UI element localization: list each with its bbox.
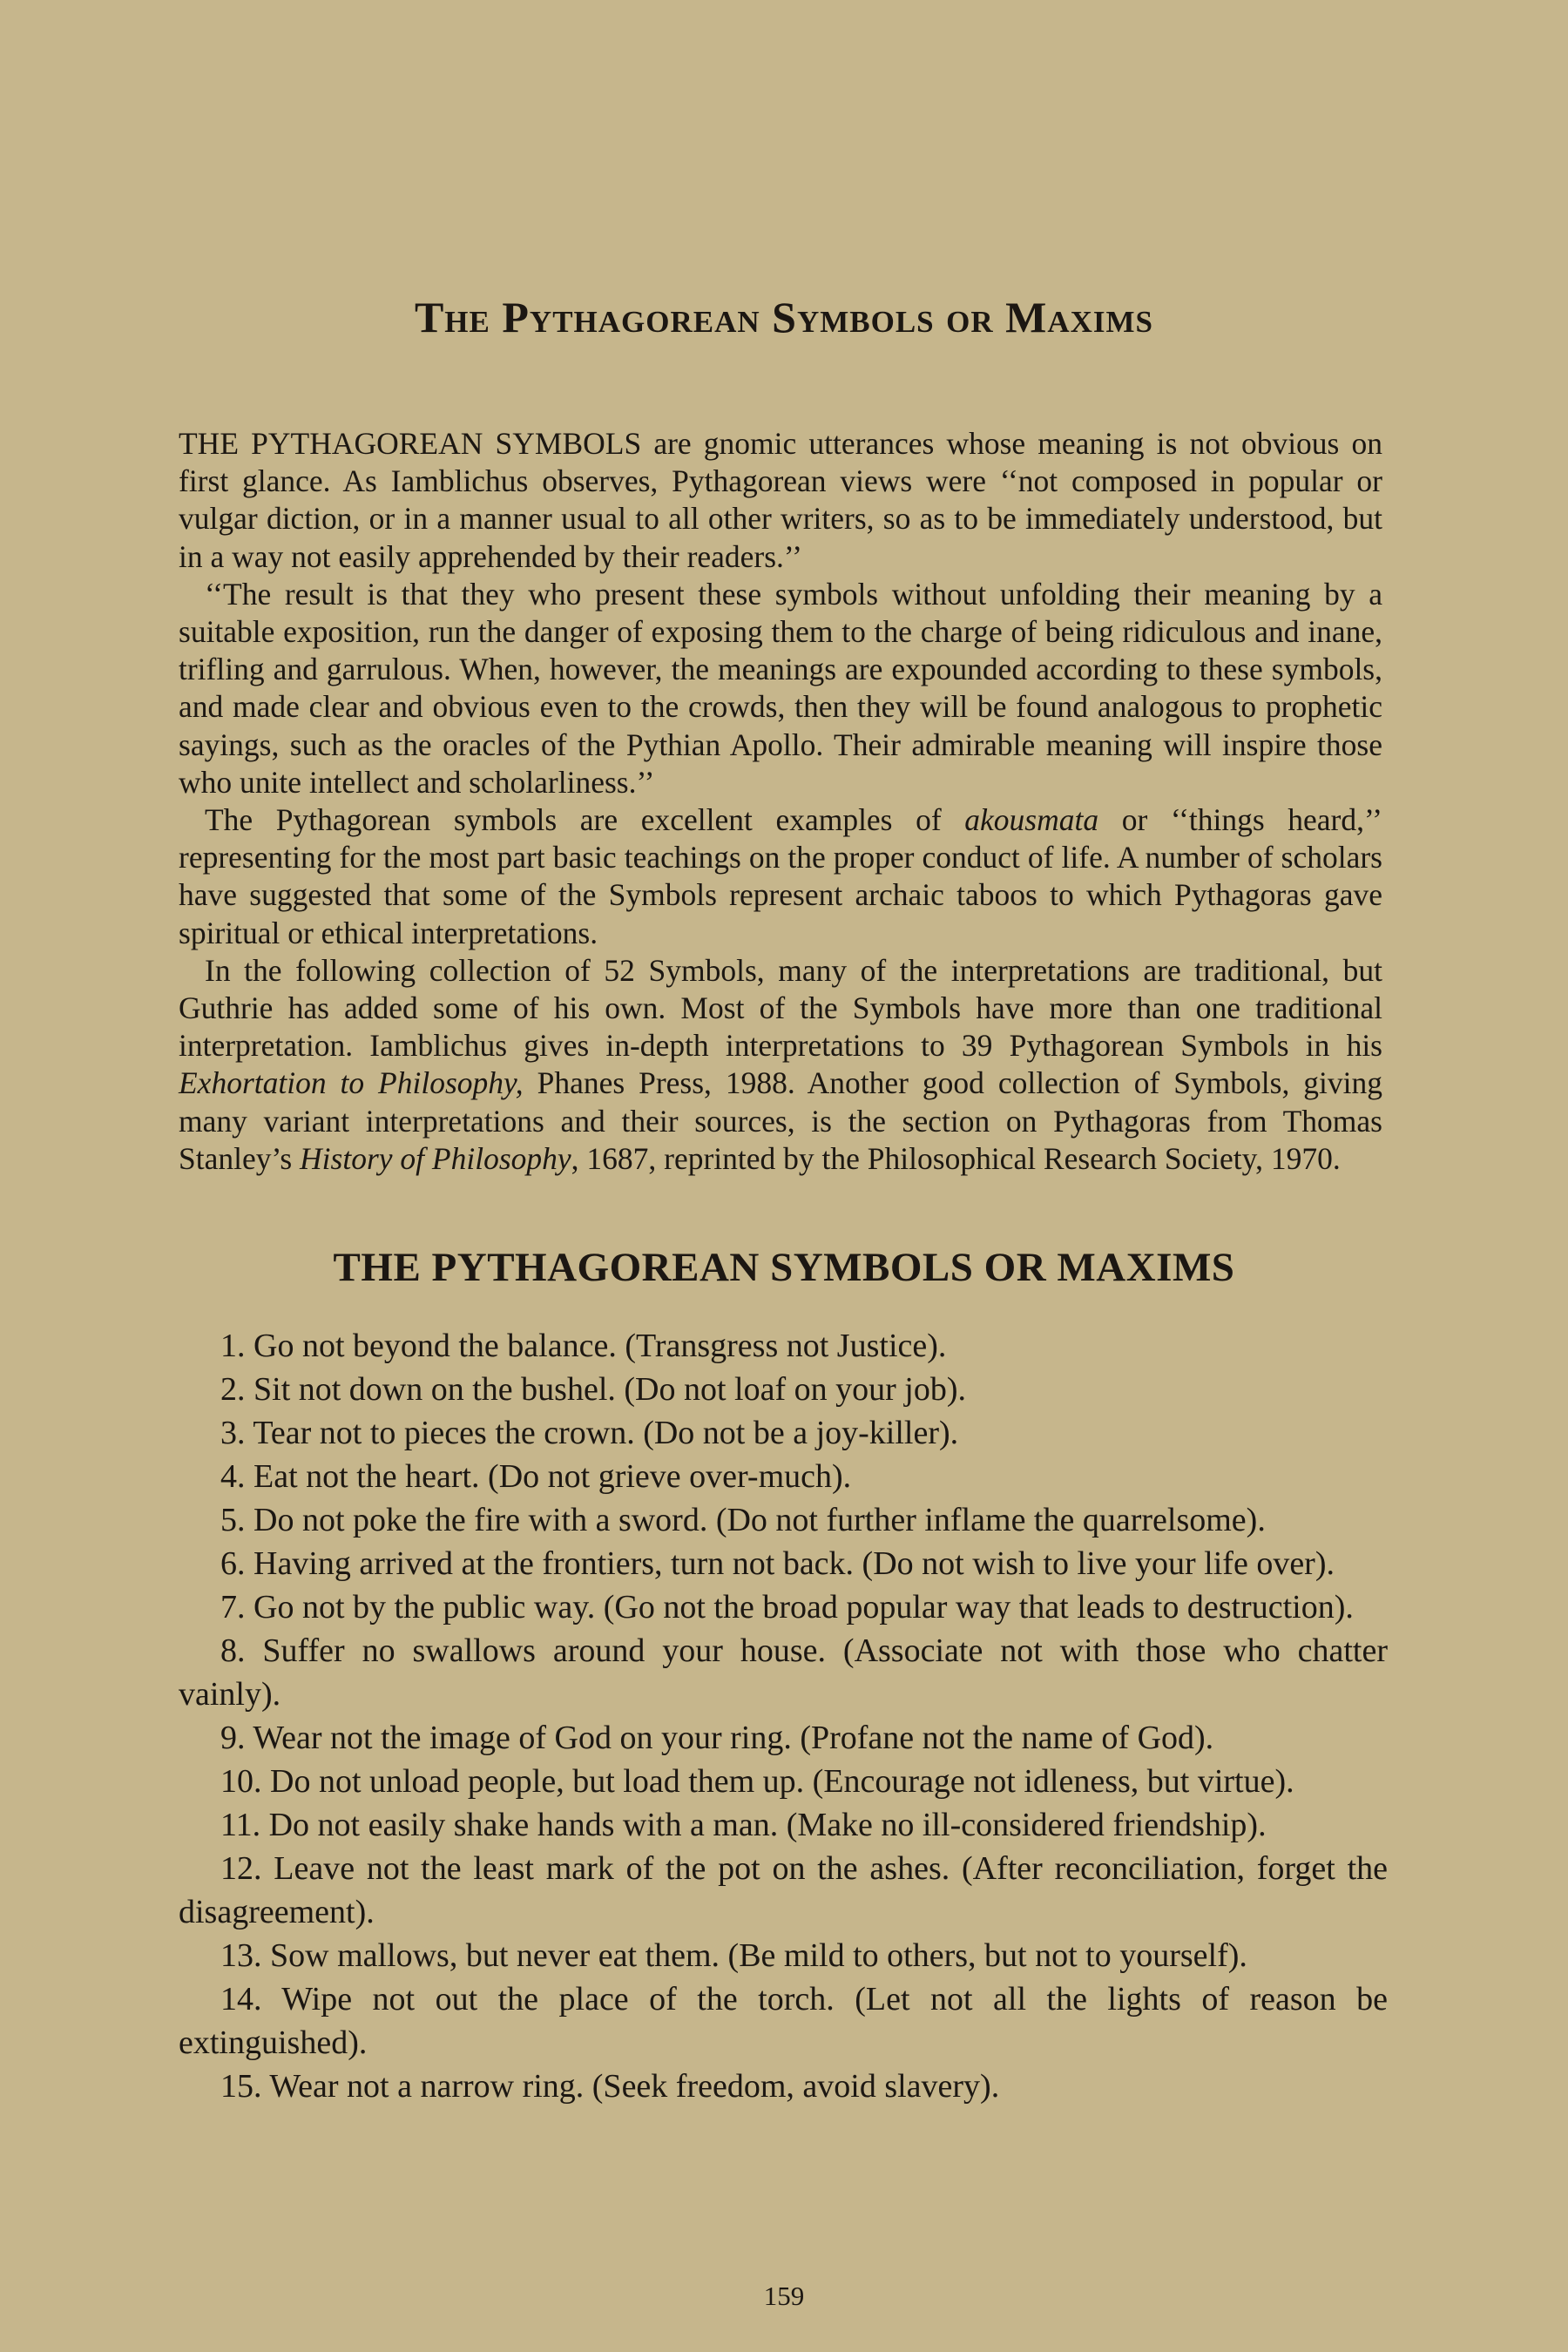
akousmata-term: akousmata (964, 802, 1099, 838)
intro-paragraph-4-text-c: , 1687, reprinted by the Philosophical Research Society, 1970. (571, 1140, 1341, 1176)
intro-paragraph-4 (179, 952, 1382, 1178)
maxim-item: 8. Suffer no swallows around your house. (Associate not with those who chatter vainly). (179, 1632, 1388, 1713)
maxim-item: 6. Having arrived at the frontiers, turn not back. (Do not wish to live your life over). (220, 1545, 1335, 1582)
page-number: 159 (763, 2281, 805, 2311)
intro-paragraph-3-text-a: The Pythagorean symbols are excellent examples of (205, 802, 965, 838)
chapter-title: The Pythagorean Symbols or Maxims (414, 293, 1154, 341)
intro-paragraph-4-text-a: In the following collection of 52 Symbols, many of the interpretations are traditional, but Guthrie has added some of his own. Most of the Symbols have more than one traditional interpretation. Iamblichus gives in-depth interpretations to 39 Pythagorean Symbols in his (179, 952, 1382, 1064)
intro-paragraph-1-text: are gnomic utterances whose meaning is not obvious on first glance. As Iamblichus observes, Pythagorean views were ‘‘not composed in popular or vulgar diction, or in a manner usual to all other writers, so as to be immediately understood, but in a way not easily apprehended by their readers.’’ (179, 426, 1383, 574)
maxim-item: 11. Do not easily shake hands with a man. (Make no ill-considered friendship). (220, 1807, 1267, 1843)
maxim-item: 7. Go not by the public way. (Go not the broad popular way that leads to destruction). (220, 1589, 1354, 1625)
introduction (179, 425, 1382, 1178)
maxim-item: 5. Do not poke the fire with a sword. (Do not further inflame the quarrelsome). (220, 1502, 1266, 1538)
intro-lead: THE PYTHAGOREAN SYMBOLS (179, 426, 642, 461)
maxims-list (179, 1324, 1388, 2108)
book-title-history: History of Philosophy (300, 1140, 571, 1176)
book-title-exhortation: Exhortation to Philosophy, (179, 1065, 524, 1101)
maxim-item: 10. Do not unload people, but load them up. (Encourage not idleness, but virtue). (220, 1763, 1294, 1800)
maxim-item: 1. Go not beyond the balance. (Transgress not Justice). (220, 1328, 947, 1364)
maxim-item: 13. Sow mallows, but never eat them. (Be mild to others, but not to yourself). (220, 1937, 1247, 1974)
maxim-item: 2. Sit not down on the bushel. (Do not loaf on your job). (220, 1371, 966, 1408)
maxim-item: 14. Wipe not out the place of the torch. (Let not all the lights of reason be extinguished). (179, 1981, 1388, 2061)
intro-paragraph-3-text-b: or ‘‘things heard,’’ representing for the most part basic teachings on the proper conduct of life. A number of scholars have suggested that some of the Symbols represent archaic taboos to which Pythagoras gave spiritual or ethical interpretations. (179, 802, 1382, 950)
intro-paragraph-3 (179, 801, 1382, 952)
maxim-item: 12. Leave not the least mark of the pot on the ashes. (After reconciliation, forget the disagreement). (179, 1850, 1388, 1930)
maxim-item: 4. Eat not the heart. (Do not grieve over-much). (220, 1458, 852, 1495)
intro-paragraph-1 (179, 425, 1382, 576)
maxim-item: 15. Wear not a narrow ring. (Seek freedom, avoid slavery). (220, 2068, 1000, 2105)
section-heading: THE PYTHAGOREAN SYMBOLS OR MAXIMS (333, 1245, 1235, 1290)
maxim-item: 3. Tear not to pieces the crown. (Do not be a joy-killer). (220, 1415, 959, 1451)
intro-paragraph-4-text-b: Phanes Press, 1988. Another good collection of Symbols, giving many variant interpretations and their sources, is the section on Pythagoras from Thomas Stanley’s (179, 1065, 1382, 1176)
maxim-item: 9. Wear not the image of God on your ring. (Profane not the name of God). (220, 1720, 1214, 1756)
intro-paragraph-2: ‘‘The result is that they who present these symbols without unfolding their meaning by a suitable exposition, run the danger of exposing them to the charge of being ridiculous and inane, trifling and garrulous. When, however, the meanings are expounded according to these symbols, and made clear and obvious even to the crowds, then they will be found analogous to prophetic sayings, such as the oracles of the Pythian Apollo. Their admirable meaning will inspire those who unite intellect and scholarliness.’’ (179, 576, 1382, 800)
